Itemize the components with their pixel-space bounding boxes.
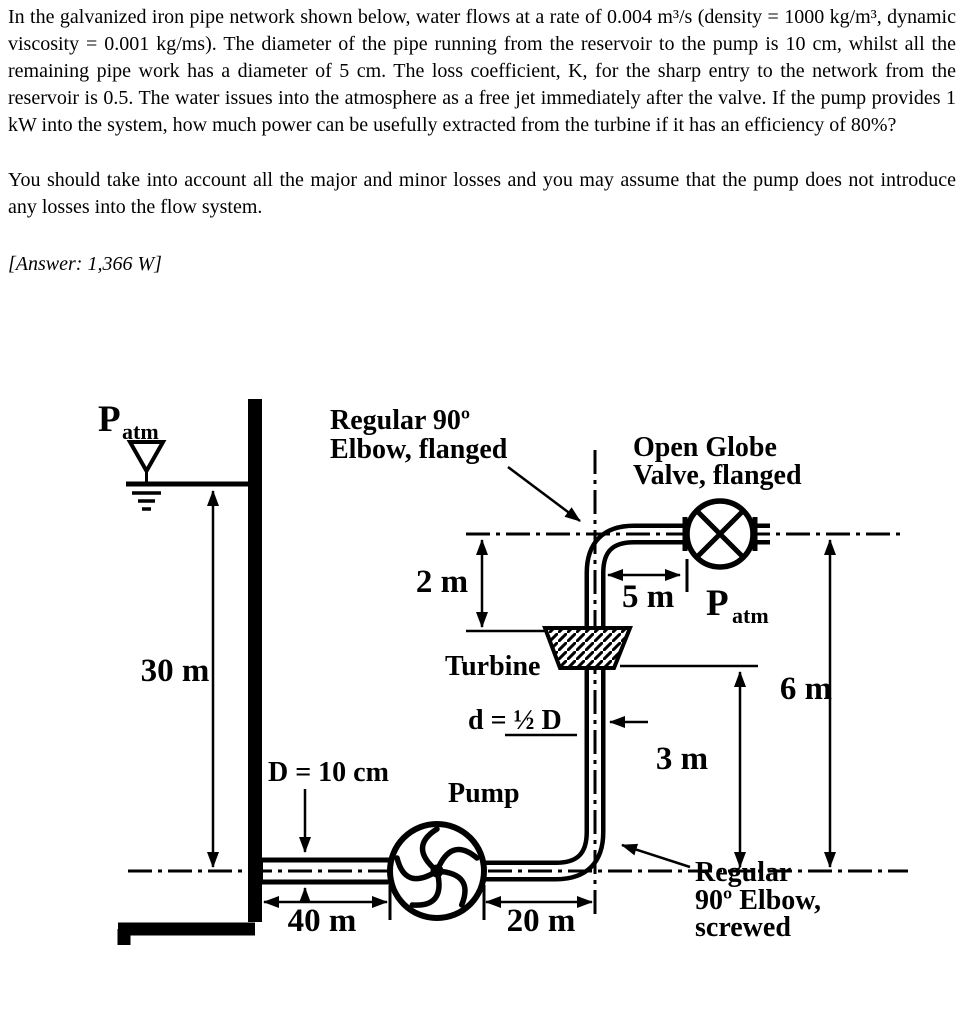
water-level-triangle-icon [130, 442, 163, 471]
elbow-screwed-label-line3: screwed [695, 912, 791, 943]
elbow-flanged-leader-arrow [508, 467, 580, 521]
elbow-screwed-leader-arrow [622, 845, 690, 867]
globe-valve-symbol [685, 501, 755, 567]
elbow-screwed-label-line1: Regular [695, 857, 792, 888]
dim-2m-label: 2 m [415, 564, 469, 600]
dim-20m-label: 20 m [506, 903, 576, 939]
turbine-label: Turbine [445, 651, 541, 682]
globe-valve-label-line2: Valve, flanged [633, 460, 802, 491]
pipe-network [256, 534, 770, 871]
problem-text-block [0, 0, 964, 278]
dim-30m-label: 30 m [140, 653, 210, 689]
dim-6m-label: 6 m [779, 671, 833, 707]
pressure-atm-left-subscript: atm [122, 419, 159, 444]
pump-label: Pump [448, 778, 520, 809]
elbow-screwed-label-line2: 90º Elbow, [695, 885, 821, 916]
problem-statement-paragraph: In the galvanized iron pipe network shown below, water flows at a rate of 0.004 m³/s (density = 1000 kg/m³, dynamic viscosity = 0.001 kg/ms). The diameter of the pipe running from the reservoir to the pump is 10 cm, whilst all the remaining pipe work has a diameter of 5 cm. The loss coefficient, K, for the sharp entry to the network from the reservoir is 0.5. The water issues into the atmosphere as a free jet immediately after the valve. If the pump provides 1 kW into the system, how much power can be usefully extracted from the turbine if it has an efficiency of 80%? [8, 6, 956, 136]
turbine-body-hatched [545, 628, 630, 668]
turbine-symbol [545, 628, 630, 668]
small-diameter-label: d = ½ D [468, 705, 562, 736]
globe-valve-label-line1: Open Globe [633, 432, 777, 463]
elbow-flanged-label-line1: Regular 90º [330, 405, 471, 436]
dim-40m-label: 40 m [287, 903, 357, 939]
pipe-diameter-label: D = 10 cm [268, 757, 389, 788]
assumptions-paragraph: You should take into account all the major and minor losses and you may assume that the pump does not introduce any losses into the flow system. [8, 169, 956, 218]
pressure-atm-right-subscript: atm [732, 603, 769, 628]
pump-hub [431, 865, 444, 878]
pipe-network-diagram [0, 386, 964, 955]
answer-text: [Answer: 1,366 W] [8, 253, 162, 275]
dim-3m-label: 3 m [655, 741, 709, 777]
pressure-atm-left-label: P [98, 399, 121, 440]
elbow-flanged-label-line2: Elbow, flanged [330, 434, 508, 465]
pressure-atm-right-label: P [706, 583, 729, 624]
dim-5m-label: 5 m [622, 579, 675, 615]
pump-symbol [390, 824, 484, 918]
